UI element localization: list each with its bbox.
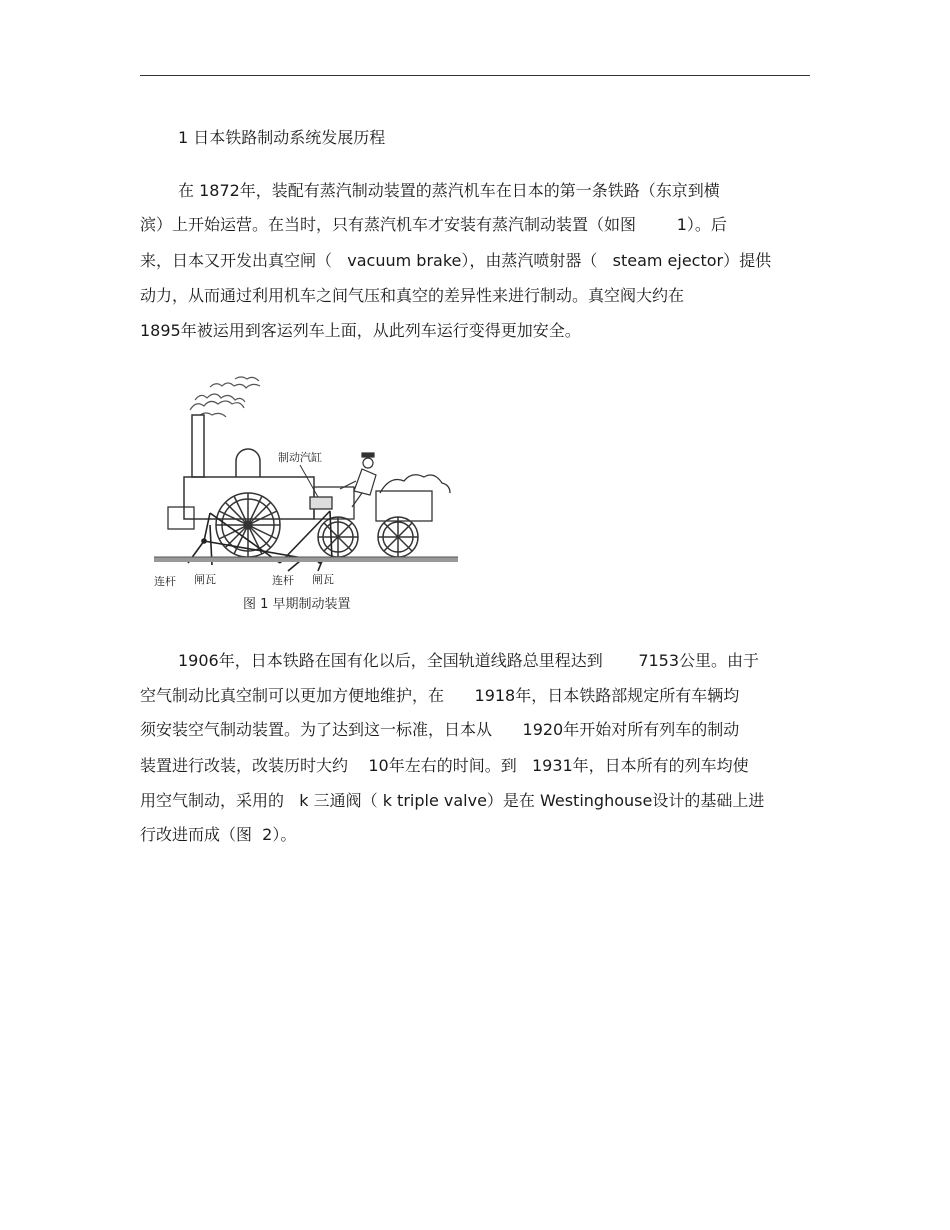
chimney-drawing <box>192 415 204 477</box>
rear-wheel-drawing <box>318 517 358 557</box>
paragraph-2-line: 装置进行改装，改装历时大约 10年左右的时间。到 1931年，日本所有的列车均使 <box>140 756 749 775</box>
tender-drawing <box>376 475 450 521</box>
paragraph-1-line: 1895年被运用到客运列车上面，从此列车运行变得更加安全。 <box>140 321 581 340</box>
paragraph-1-line: 动力，从而通过利用机车之间气压和真空的差异性来进行制动。真空阀大约在 <box>140 286 685 305</box>
paragraph-2-line: 1906年，日本铁路在国有化以后，全国轨道线路总里程达到 7153公里。由于 <box>178 651 760 670</box>
paragraph-2-line: 行改进而成（图 2）。 <box>140 825 297 844</box>
brake-cylinder-drawing <box>310 497 332 509</box>
track-drawing <box>154 557 458 562</box>
paragraph-2-line: 须安装空气制动装置。为了达到这一标准，日本从 1920年开始对所有列车的制动 <box>140 720 740 739</box>
paragraph-1-line: 在 1872年，装配有蒸汽制动装置的蒸汽机车在日本的第一条铁路（东京到横 <box>178 181 720 200</box>
paragraph-2-line: 用空气制动，采用的 k 三通阀（ k triple valve）是在 Westinghouse设计的基础上进 <box>140 791 765 810</box>
tender-wheel-drawing <box>378 517 418 557</box>
driver-drawing <box>340 453 376 507</box>
dome-drawing <box>236 449 260 477</box>
locomotive-illustration <box>150 365 470 615</box>
label-brake-shoe: 闸瓦 <box>312 573 334 586</box>
section-heading: 1 日本铁路制动系统发展历程 <box>178 128 386 147</box>
label-link-rod: 连杆 <box>154 575 176 588</box>
figure-caption: 图 1 早期制动装置 <box>243 597 351 612</box>
paragraph-1-line: 滨）上开始运营。在当时，只有蒸汽机车才安装有蒸汽制动装置（如图 1）。后 <box>140 215 727 234</box>
figure-early-brake-device <box>150 365 470 615</box>
paragraph-1-line: 来，日本又开发出真空闸（ vacuum brake），由蒸汽喷射器（ steam ejector）提供 <box>140 251 772 270</box>
label-brake-shoe: 闸瓦 <box>194 573 216 586</box>
boiler-drawing <box>184 477 314 519</box>
label-link-rod: 连杆 <box>272 574 294 587</box>
paragraph-2-line: 空气制动比真空制可以更加方便地维护，在 1918年，日本铁路部规定所有车辆均 <box>140 686 740 705</box>
label-brake-cylinder: 制动汽缸 <box>278 451 322 464</box>
smoke-drawing <box>190 377 260 417</box>
header-rule <box>140 75 810 76</box>
